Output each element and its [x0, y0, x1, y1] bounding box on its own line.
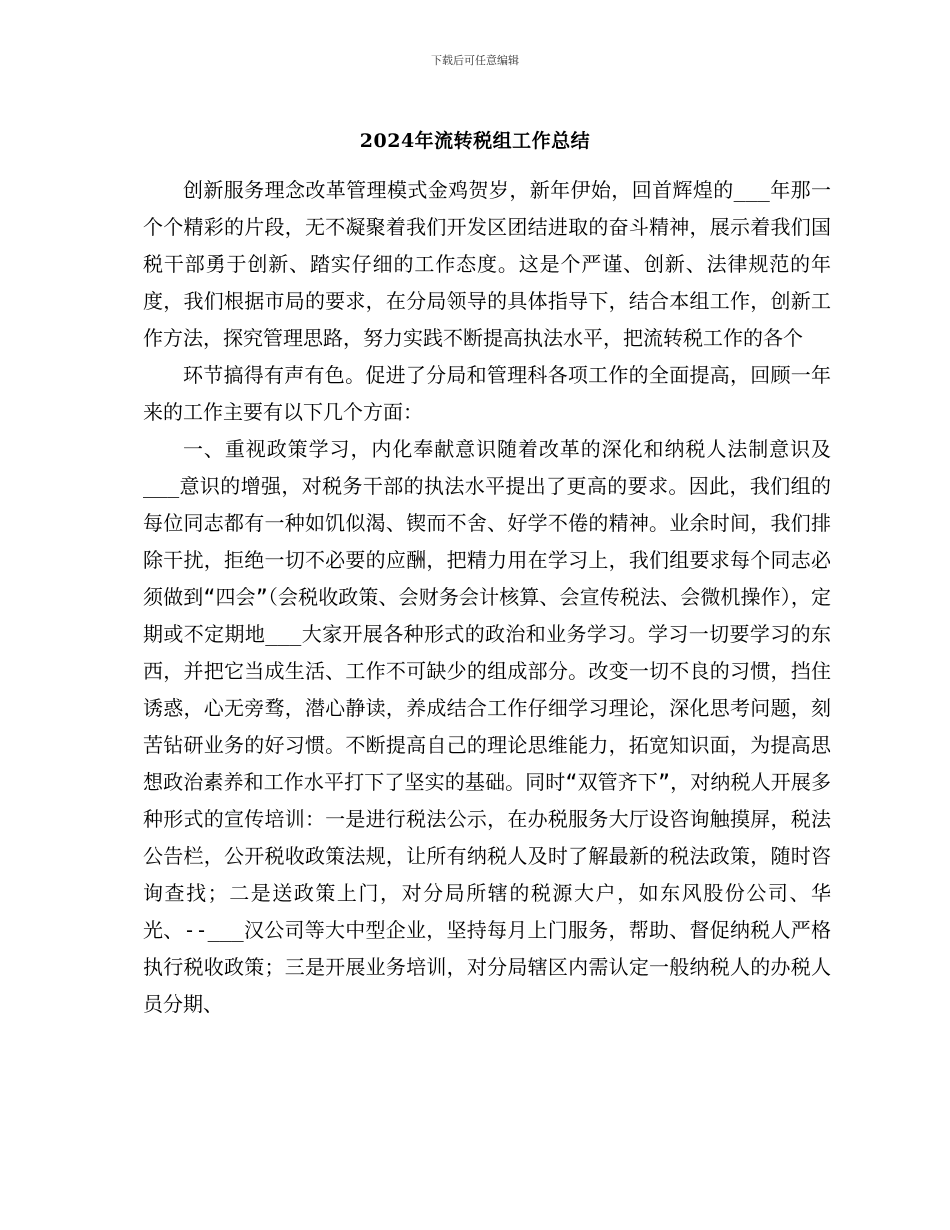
body-paragraph: 环节搞得有声有色。促进了分局和管理科各项工作的全面提高，回顾一年来的工作主要有以下几个方面： [143, 363, 831, 424]
document-title: 2024年流转税组工作总结 [359, 130, 591, 152]
page-header-note: 下载后可任意编辑 [431, 54, 519, 67]
body-paragraph: 创新服务理念改革管理模式金鸡贺岁，新年伊始，回首辉煌的___年那一个个精彩的片段，无不凝聚着我们开发区团结进取的奋斗精神，展示着我们国税干部勇于创新、踏实仔细的工作态度。这是个严谨、创新、法律规范的年度，我们根据市局的要求，在分局领导的具体指导下，结合本组工作，创新工作方法，探究管理思路，努力实践不断提高执法水平，把流转税工作的各个 [143, 178, 831, 350]
document-body [143, 172, 831, 1023]
body-paragraph: 一、重视政策学习，内化奉献意识随着改革的深化和纳税人法制意识及___意识的增强，对税务干部的执法水平提出了更高的要求。因此，我们组的每位同志都有一种如饥似渴、锲而不舍、好学不倦的精神。业余时间，我们排除干扰，拒绝一切不必要的应酬，把精力用在学习上，我们组要求每个同志必须做到“四会”（会税收政策、会财务会计核算、会宣传税法、会微机操作），定期或不定期地___大家开展各种形式的政治和业务学习。学习一切要学习的东西，并把它当成生活、工作不可缺少的组成部分。改变一切不良的习惯，挡住诱惑，心无旁骛，潜心静读，养成结合工作仔细学习理论，深化思考问题，刻苦钻研业务的好习惯。不断提高自己的理论思维能力，拓宽知识面，为提高思想政治素养和工作水平打下了坚实的基础。同时“双管齐下”，对纳税人开展多种形式的宣传培训：一是进行税法公示，在办税服务大厅设咨询触摸屏，税法公告栏，公开税收政策法规，让所有纳税人及时了解最新的税法政策，随时咨询查找；二是送政策上门，对分局所辖的税源大户，如东风股份公司、华光、--___汉公司等大中型企业，坚持每月上门服务，帮助、督促纳税人严格执行税收政策；三是开展业务培训，对分局辖区内需认定一般纳税人的办税人员分期、 [143, 437, 831, 1016]
